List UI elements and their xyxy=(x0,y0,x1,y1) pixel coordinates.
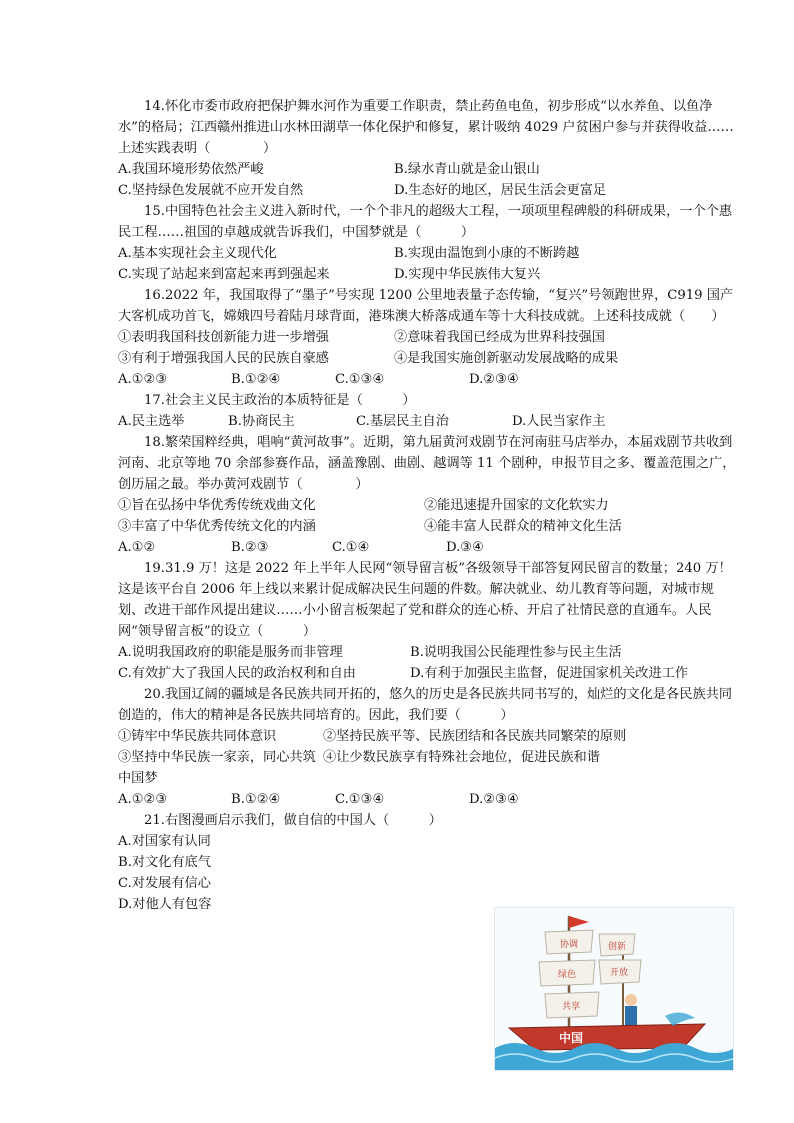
statement-4: ④是我国实施创新驱动发展战略的成果 xyxy=(394,351,619,366)
exam-page xyxy=(118,96,736,915)
option-c[interactable]: C.实现了站起来到富起来再到强起来 xyxy=(118,267,330,282)
question-stem: 14.怀化市委市政府把保护舞水河作为重要工作职责，禁止药鱼电鱼，初步形成“以水养鱼、以鱼净水”的格局；江西赣州推进山水林田湖草一体化保护和修复，累计吸纳 4029 户贫困户参与并获得收益……上述实践表明（ ） xyxy=(118,99,734,156)
option-c[interactable]: C.坚持绿色发展就不应开发自然 xyxy=(118,183,304,198)
option-b[interactable]: B.②③ xyxy=(231,540,269,555)
option-d[interactable]: D.②③④ xyxy=(469,792,519,807)
statement-1: ①铸牢中华民族共同体意识 xyxy=(118,729,277,744)
options xyxy=(118,537,736,558)
option-b[interactable]: B.协商民主 xyxy=(228,414,295,429)
option-d[interactable]: D.人民当家作主 xyxy=(512,414,606,429)
statement-3: ③有利于增强我国人民的民族自豪感 xyxy=(118,351,329,366)
option-c[interactable]: C.基层民主自治 xyxy=(356,414,449,429)
option-d[interactable]: D.②③④ xyxy=(469,372,519,387)
person-icon xyxy=(625,994,637,1006)
question-stem: 17.社会主义民主政治的本质特征是（ ） xyxy=(144,393,416,408)
option-a[interactable]: A.我国环境形势依然严峻 xyxy=(118,162,264,177)
statement-4: ④能丰富人民群众的精神文化生活 xyxy=(424,519,622,534)
options xyxy=(118,642,736,684)
options xyxy=(118,789,736,810)
options xyxy=(118,369,736,390)
option-a[interactable]: A.说明我国政府的职能是服务而非管理 xyxy=(118,645,343,660)
statement-3: ③丰富了中华优秀传统文化的内涵 xyxy=(118,519,316,534)
statement-1: ①表明我国科技创新能力进一步增强 xyxy=(118,330,329,345)
option-b[interactable]: B.①②④ xyxy=(231,792,281,807)
option-c[interactable]: C.对发展有信心 xyxy=(118,876,211,891)
option-a[interactable]: A.基本实现社会主义现代化 xyxy=(118,246,277,261)
question-18 xyxy=(118,432,736,558)
options xyxy=(118,411,736,432)
sailboat-illustration xyxy=(495,908,733,1070)
options xyxy=(118,243,736,285)
statement-2: ②坚持民族平等、民族团结和各民族共同繁荣的原则 xyxy=(323,729,627,744)
option-a[interactable]: A.对国家有认同 xyxy=(118,834,211,849)
question-stem: 15.中国特色社会主义进入新时代，一个个非凡的超级大工程，一项项里程碑般的科研成果，一个个惠民工程……祖国的卓越成就告诉我们，中国梦就是（ ） xyxy=(118,204,733,240)
statements xyxy=(118,726,736,789)
question-stem: 21.右图漫画启示我们，做自信的中国人（ ） xyxy=(144,813,442,828)
question-stem: 20.我国辽阔的疆域是各民族共同开拓的，悠久的历史是各民族共同书写的，灿烂的文化是各民族共同创造的，伟大的精神是各民族共同培育的。因此，我们要（ ） xyxy=(118,687,733,723)
statement-2: ②意味着我国已经成为世界科技强国 xyxy=(394,330,605,345)
question-stem: 16.2022 年，我国取得了“墨子”号实现 1200 公里地表量子态传输，“复兴”号领跑世界，C919 国产大客机成功首飞，嫦娥四号着陆月球背面，港珠澳大桥落成通车等十大科技成就。上述科技成就（ ） xyxy=(118,288,734,324)
option-a[interactable]: A.①② xyxy=(118,540,156,555)
option-d[interactable]: D.有利于加强民主监督，促进国家机关改进工作 xyxy=(410,666,689,681)
options xyxy=(118,159,736,201)
option-d[interactable]: D.对他人有包容 xyxy=(118,897,212,912)
option-c[interactable]: C.有效扩大了我国人民的政治权利和自由 xyxy=(118,666,356,681)
option-b[interactable]: B.对文化有底气 xyxy=(118,855,212,870)
sail-label: 创新 xyxy=(607,942,627,952)
question-17 xyxy=(118,390,736,432)
option-b[interactable]: B.①②④ xyxy=(231,372,281,387)
statement-3: ③坚持中华民族一家亲，同心共筑中国梦 xyxy=(118,750,316,786)
question-21 xyxy=(118,810,736,915)
sail-label: 开放 xyxy=(609,968,629,978)
question-15 xyxy=(118,201,736,285)
hull-label: 中国 xyxy=(559,1031,584,1045)
statements xyxy=(118,327,736,369)
question-stem: 18.繁荣国粹经典，唱响“黄河故事”。近期，第九届黄河戏剧节在河南驻马店举办，本届戏剧节共收到河南、北京等地 70 余部参赛作品，涵盖豫剧、曲剧、越调等 11 个剧种，申报节目之多、覆盖范围之广，创历届之最。举办黄河戏剧节（ ） xyxy=(118,435,736,492)
cartoon-sailboat xyxy=(494,907,734,1071)
option-c[interactable]: C.①④ xyxy=(332,540,370,555)
option-d[interactable]: D.生态好的地区，居民生活会更富足 xyxy=(394,183,607,198)
option-c[interactable]: C.①③④ xyxy=(335,372,385,387)
option-d[interactable]: D.实现中华民族伟大复兴 xyxy=(394,267,541,282)
option-b[interactable]: B.绿水青山就是金山银山 xyxy=(394,162,540,177)
sail-label: 协调 xyxy=(559,940,579,950)
option-a[interactable]: A.①②③ xyxy=(118,792,168,807)
statements xyxy=(118,495,736,537)
question-14 xyxy=(118,96,736,201)
statement-1: ①旨在弘扬中华优秀传统戏曲文化 xyxy=(118,498,316,513)
question-19 xyxy=(118,558,736,684)
question-stem: 19.31.9 万！这是 2022 年上半年人民网“领导留言板”各级领导干部答复网民留言的数量；240 万！这是该平台自 2006 年上线以来累计促成解决民生问题的件数。解决就业、幼儿教育等问题，对城市规划、改进干部作风提出建议……小小留言板架起了党和群众的连心桥、开启了社情民意的直通车。人民网“领导留言板”的设立（ ） xyxy=(118,561,732,639)
question-16 xyxy=(118,285,736,390)
question-20 xyxy=(118,684,736,810)
statement-4: ④让少数民族享有特殊社会地位，促进民族和谐 xyxy=(323,750,600,765)
sail-label: 绿色 xyxy=(557,970,577,980)
option-b[interactable]: B.实现由温饱到小康的不断跨越 xyxy=(394,246,580,261)
option-a[interactable]: A.民主选举 xyxy=(118,414,185,429)
option-c[interactable]: C.①③④ xyxy=(335,792,385,807)
option-b[interactable]: B.说明我国公民能理性参与民主生活 xyxy=(410,645,622,660)
statement-2: ②能迅速提升国家的文化软实力 xyxy=(424,498,609,513)
sail-label: 共享 xyxy=(561,1002,581,1012)
option-d[interactable]: D.③④ xyxy=(446,540,484,555)
option-a[interactable]: A.①②③ xyxy=(118,372,168,387)
